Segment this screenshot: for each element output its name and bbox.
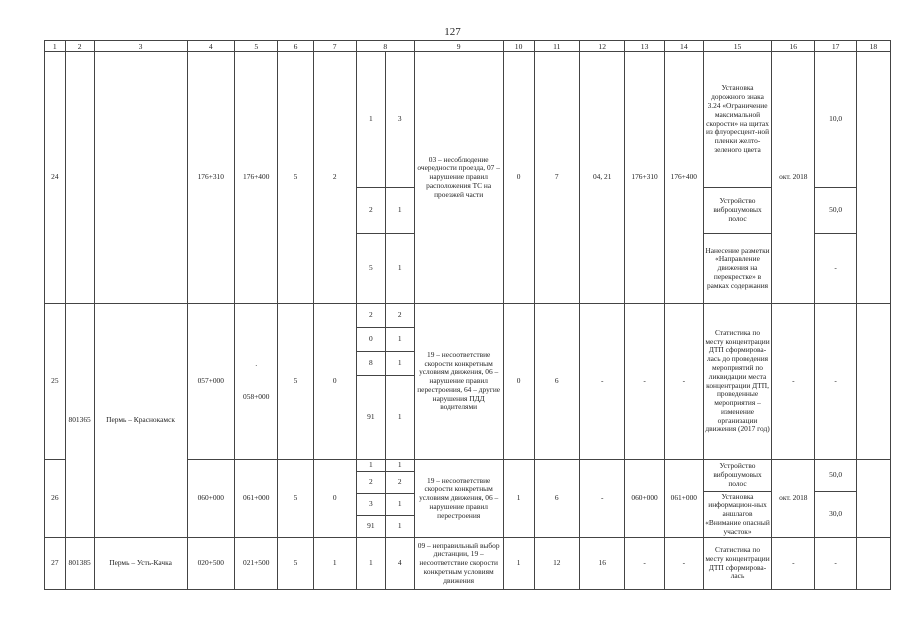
col-header: 14 [664,41,703,52]
cell-16: - [772,304,815,460]
cell-14: - [664,538,703,590]
measure-text: Статистика по месту концентрации ДТП сформирова-лась до проведения мероприятий по ликвидации места концентрации ДТП, проведенные мероприятия – изменение организации движения (2017 год) [703,304,771,460]
col-header: 15 [703,41,771,52]
km-from: 057+000 [187,304,235,460]
col-header: 11 [534,41,579,52]
table-row [45,304,891,328]
col-header: 10 [503,41,534,52]
cell-8b: 1 [385,234,414,304]
cell-6: 5 [278,52,313,304]
km-from: 020+500 [187,538,235,590]
cell-8a: 0 [356,328,385,352]
cell-8b: 1 [385,188,414,234]
col-header: 8 [356,41,414,52]
cell-8a: 3 [356,494,385,516]
cell-12: - [580,460,625,538]
row-number: 26 [45,460,66,538]
cell-8a: 91 [356,376,385,460]
cell-11: 6 [534,460,579,538]
cell-16: окт. 2018 [772,52,815,304]
cell-11: 6 [534,304,579,460]
cell-8b: 3 [385,52,414,188]
cell-8a: 91 [356,516,385,538]
cell-8b: 2 [385,304,414,328]
cell-16: - [772,538,815,590]
cell-8a: 2 [356,188,385,234]
cell-17: - [815,538,856,590]
road-code [65,52,94,304]
cell-7: 2 [313,52,356,304]
cell-18 [856,538,890,590]
col-header: 13 [625,41,664,52]
cell-10: 1 [503,460,534,538]
col-header: 3 [94,41,187,52]
cell-8b: 4 [385,538,414,590]
cell-8a: 1 [356,460,385,472]
col-header: 5 [235,41,278,52]
km-to-value: 058+000 [243,391,270,401]
col-header: 6 [278,41,313,52]
km-to: 176+400 [235,52,278,304]
cell-7: 1 [313,538,356,590]
col-header: 9 [414,41,503,52]
page-number: 127 [444,26,461,38]
cell-14: 061+000 [664,460,703,538]
cell-18 [856,304,890,460]
row-number: 25 [45,304,66,460]
measure-text: Устройство виброшумовых полос [703,188,771,234]
measure-text: Установка дорожного знака 3.24 «Ограничение максимальной скорости» на щитах из флуоресцент-ной пленки желто-зеленого цвета [703,52,771,188]
cell-6: 5 [278,538,313,590]
cell-8b: 1 [385,460,414,472]
road-name: Пермь – Краснокамск [94,304,187,538]
road-code: 801385 [65,538,94,590]
measure-text: Нанесение разметки «Направление движения на перекрестке» в рамках содержания [703,234,771,304]
cell-13: 060+000 [625,460,664,538]
cell-17: 50,0 [815,460,856,492]
km-to: 061+000 [235,460,278,538]
col-header: 18 [856,41,890,52]
cell-14: - [664,304,703,460]
violation-text: 19 – несоответствие скорости конкретным условиям движения, 06 – нарушение правил перестроения, 64 – другие нарушения ПДД водителями [414,304,503,460]
cell-8b: 2 [385,472,414,494]
cell-11: 12 [534,538,579,590]
cell-11: 7 [534,52,579,304]
cell-8b: 1 [385,376,414,460]
cell-13: - [625,304,664,460]
col-header: 2 [65,41,94,52]
cell-8a: 2 [356,472,385,494]
cell-16: окт. 2018 [772,460,815,538]
col-header: 4 [187,41,235,52]
accident-sites-table [44,40,891,590]
cell-13: 176+310 [625,52,664,304]
row-number: 24 [45,52,66,304]
km-from: 176+310 [187,52,235,304]
cell-6: 5 [278,460,313,538]
measure-text: Установка информацион-ных аншлагов «Внимание опасный участок» [705,491,770,536]
cell-17: - [815,234,856,304]
col-header: 1 [45,41,66,52]
cell-7: 0 [313,304,356,460]
violation-text: 09 – неправильный выбор дистанции, 19 – несоответствие скорости конкретным условиям движения [414,538,503,590]
measure-text: Устройство виброшумовых полос [703,460,771,492]
cell-18 [856,460,890,538]
table-row [45,52,891,188]
cell-10: 0 [503,304,534,460]
road-code: 801365 [65,304,94,538]
cell-12: - [580,304,625,460]
cell-8b: 1 [385,516,414,538]
km-to: 021+500 [235,538,278,590]
cell-8a: 1 [356,52,385,188]
cell-8a: 8 [356,352,385,376]
km-from: 060+000 [187,460,235,538]
cell-12: 16 [580,538,625,590]
km-mark: · [254,360,258,370]
road-name: Пермь – Усть-Качка [94,538,187,590]
road-name [94,52,187,304]
row-number: 27 [45,538,66,590]
cell-13: - [625,538,664,590]
table-row [45,538,891,590]
column-number-row [45,41,891,52]
cell-17: 50,0 [815,188,856,234]
col-header: 17 [815,41,856,52]
cell-8b: 1 [385,352,414,376]
cell-8a: 5 [356,234,385,304]
cell-8b: 1 [385,494,414,516]
cell-10: 0 [503,52,534,304]
cell-8b: 1 [385,328,414,352]
measure-text: Статистика по месту концентрации ДТП сформирова-лась [703,538,771,590]
cell-18 [856,52,890,304]
col-header: 7 [313,41,356,52]
cell-14: 176+400 [664,52,703,304]
cell-8a: 1 [356,538,385,590]
km-to [235,304,278,460]
cell-7: 0 [313,460,356,538]
cell-17: 30,0 [815,492,856,538]
col-header: 12 [580,41,625,52]
violation-text: 19 – несоответствие скорости конкретным условиям движения, 06 – нарушение правил перестроения [414,460,503,538]
cell-8a: 2 [356,304,385,328]
cell-12: 04, 21 [580,52,625,304]
cell-17: - [815,304,856,460]
cell-17: 10,0 [815,52,856,188]
cell-10: 1 [503,538,534,590]
col-header: 16 [772,41,815,52]
cell-6: 5 [278,304,313,460]
violation-text: 03 – несоблюдение очередности проезда, 07 – нарушение правил расположения ТС на проезжей части [414,52,503,304]
